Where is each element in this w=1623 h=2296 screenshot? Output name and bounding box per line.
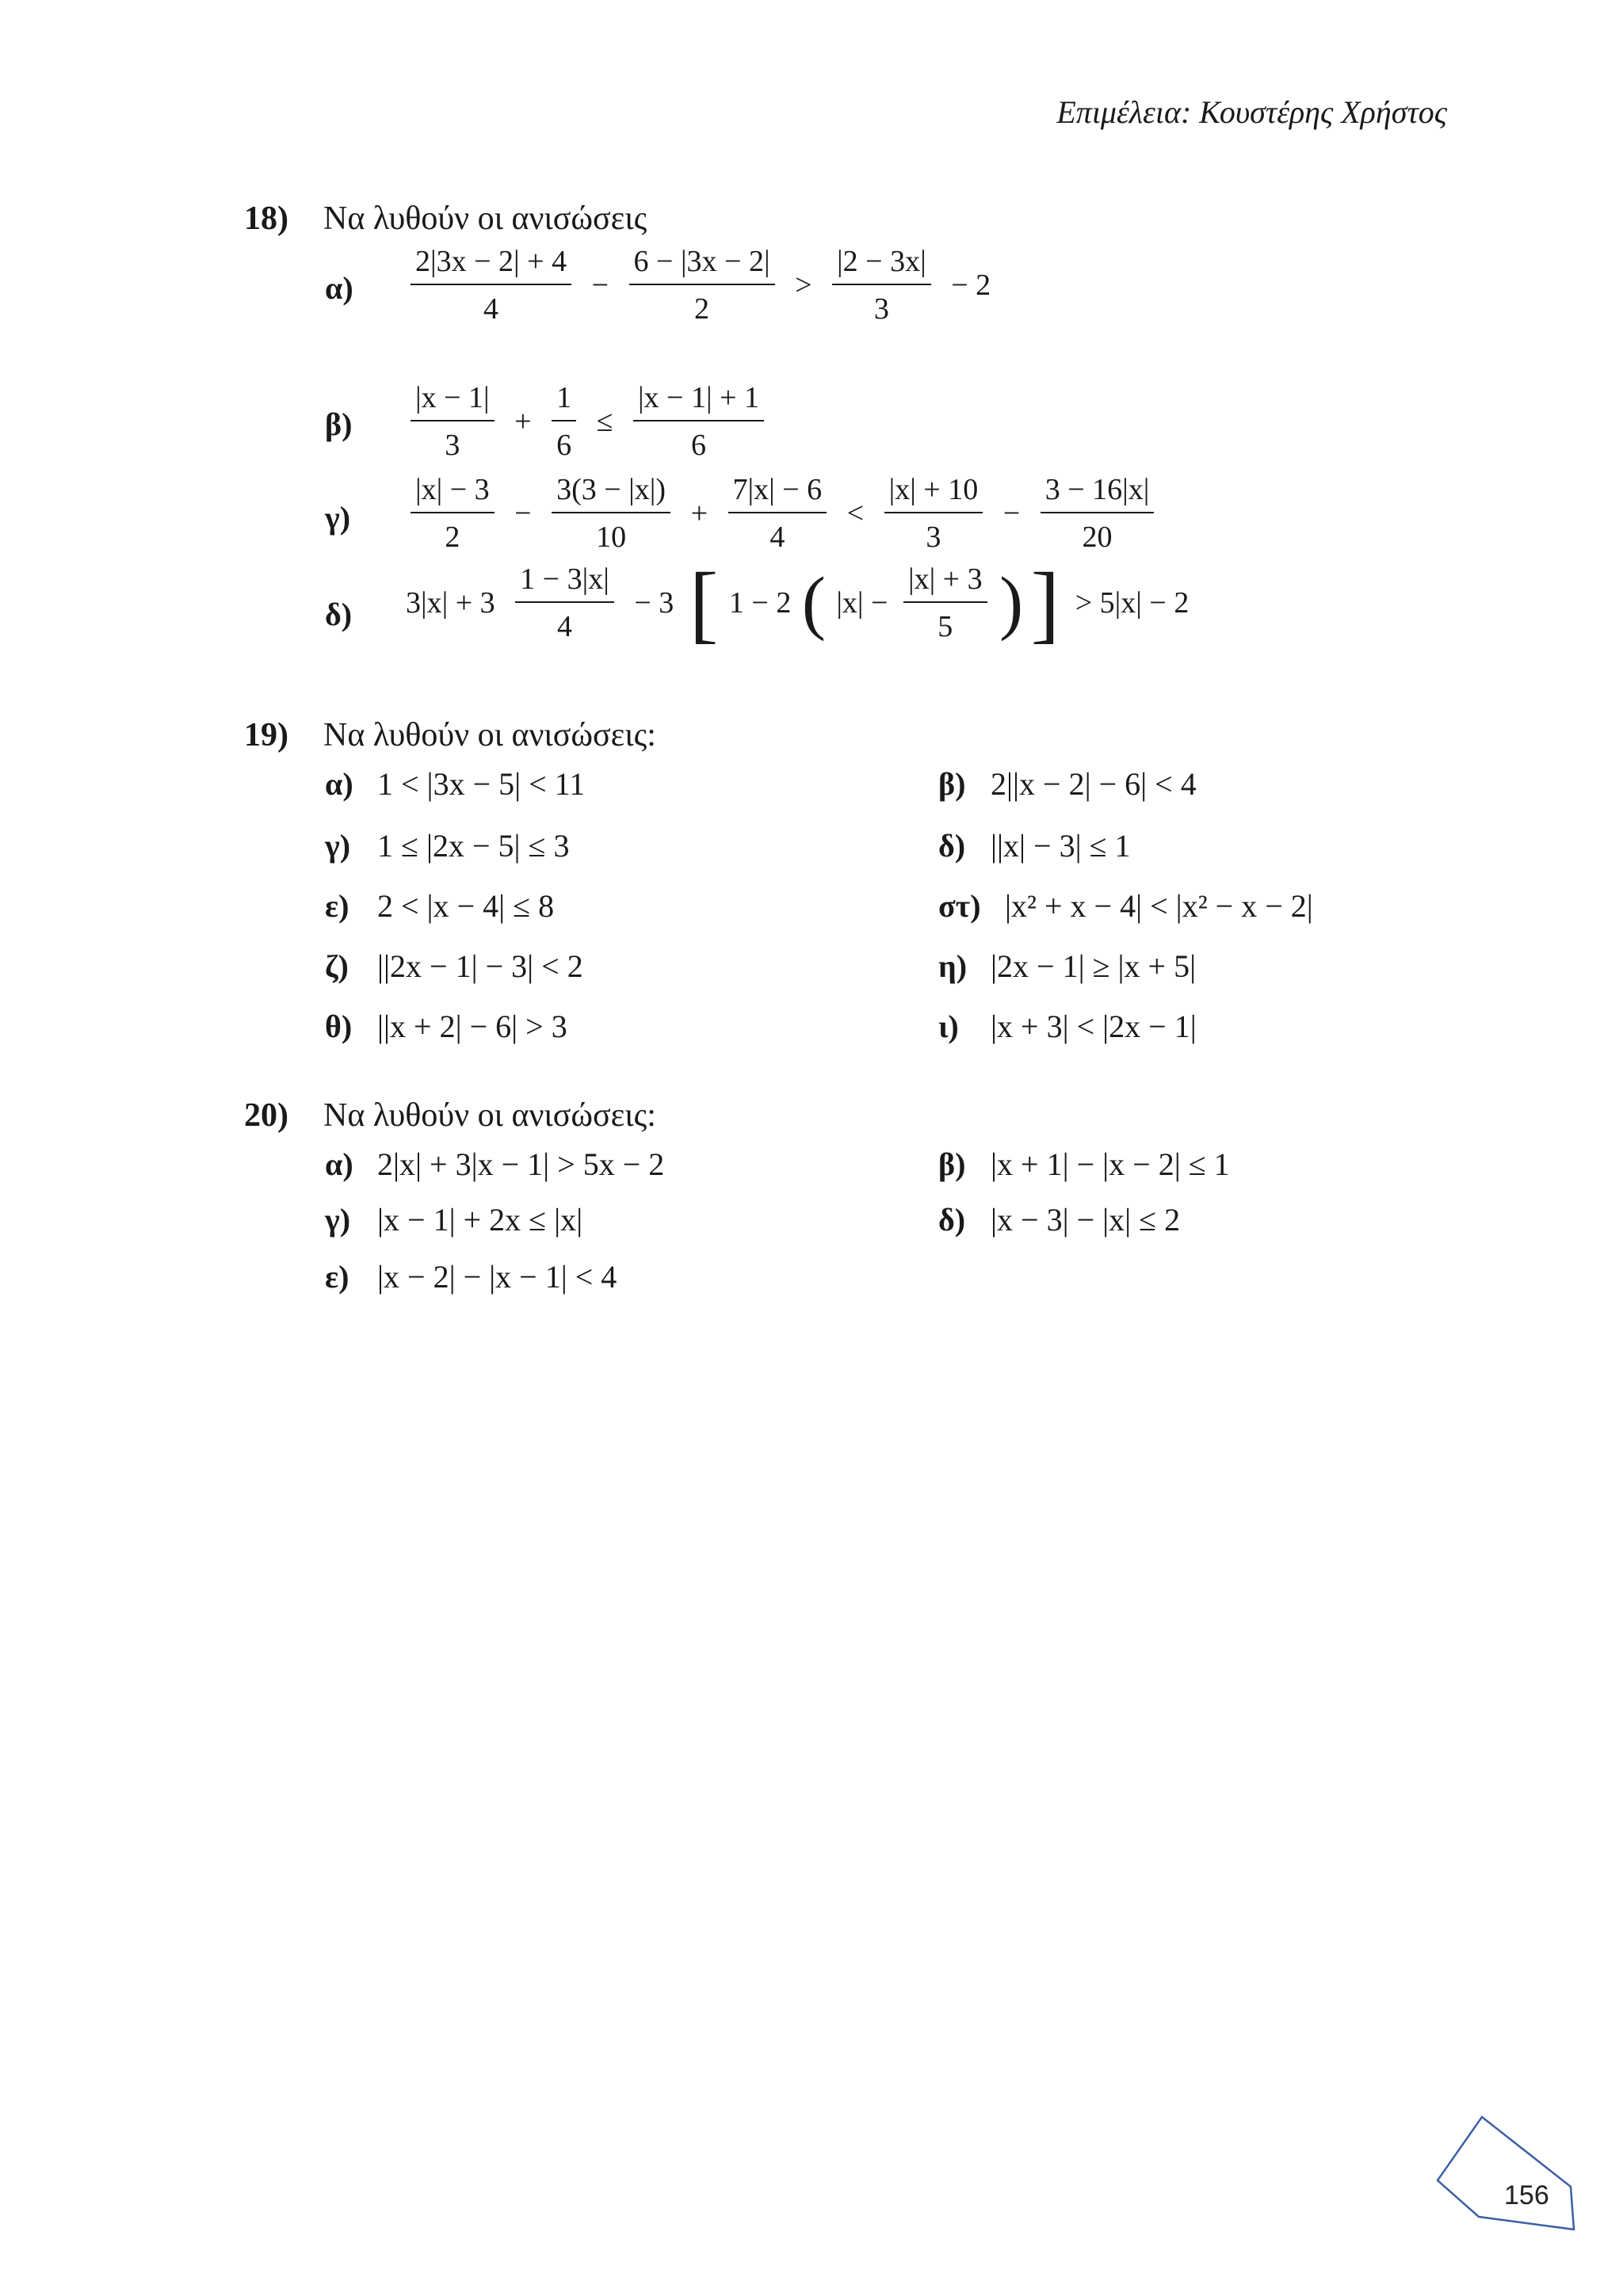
ex20-item-d: δ) |x − 3| − |x| ≤ 2 bbox=[938, 1202, 1181, 1238]
exercise-18-heading bbox=[244, 200, 647, 238]
ex19-item-h: η) |2x − 1| ≥ |x + 5| bbox=[938, 948, 1197, 984]
ex18-c-label: γ) bbox=[325, 500, 351, 536]
ex19-item-e: ε) 2 < |x − 4| ≤ 8 bbox=[325, 888, 555, 924]
ex18-a-label: α) bbox=[325, 270, 353, 306]
exercise-title: Να λυθούν οι ανισώσεις bbox=[323, 200, 647, 237]
right-bracket: ] bbox=[1030, 555, 1060, 651]
fraction: $\frac{|2 - 3x|}{3}$ bbox=[832, 244, 931, 326]
fraction: $\frac{3 - 16|x|}{20}$ bbox=[1041, 472, 1155, 555]
page-number-badge-icon bbox=[1434, 2114, 1585, 2233]
fraction: $\frac{2|3x - 2| + 4}{4}$ bbox=[411, 244, 571, 326]
fraction: $\frac{1 - 3|x|}{4}$ bbox=[515, 562, 614, 644]
fraction: $\frac{1}{6}$ bbox=[552, 380, 576, 463]
exercise-number: 20) bbox=[244, 1097, 288, 1134]
left-bracket: [ bbox=[689, 555, 719, 651]
ex18-d-label: δ) bbox=[325, 597, 353, 632]
fraction: $\frac{7|x| - 6}{4}$ bbox=[728, 472, 827, 555]
ex19-item-th: θ) ||x + 2| − 6| > 3 bbox=[325, 1009, 567, 1044]
fraction: $\frac{|x - 1|}{3}$ bbox=[411, 380, 495, 463]
fraction: $\frac{3(3 - |x|)}{10}$ bbox=[552, 472, 670, 555]
exercise-title: Να λυθούν οι ανισώσεις: bbox=[323, 717, 656, 753]
fraction: $\frac{|x| + 10}{3}$ bbox=[884, 472, 983, 555]
ex18-c-inequality: $\frac{|x| - 3}{2}$ − $\frac{3(3 - |x|)}{10}$ + $\frac{7|x| - 6}{4}$ < $\frac{|x| + 10}{3}$ − $\frac{3 - 16|x|}{20}$ bbox=[406, 472, 1159, 555]
ex19-item-c: γ) 1 ≤ |2x − 5| ≤ 3 bbox=[325, 828, 570, 864]
exercise-number: 18) bbox=[244, 200, 288, 237]
ex19-item-d: δ) ||x| − 3| ≤ 1 bbox=[938, 828, 1131, 864]
ex20-item-c: γ) |x − 1| + 2x ≤ |x| bbox=[325, 1202, 583, 1238]
right-paren: ) bbox=[999, 563, 1024, 642]
ex20-item-b: β) |x + 1| − |x − 2| ≤ 1 bbox=[938, 1146, 1230, 1182]
page-header-author: Επιμέλεια: Κουστέρης Χρήστος bbox=[1056, 94, 1447, 130]
ex18-b-inequality: $\frac{|x - 1|}{3}$ + $\frac{1}{6}$ ≤ $\frac{|x - 1| + 1}{6}$ bbox=[406, 380, 769, 463]
ex19-item-i: ι) |x + 3| < |2x − 1| bbox=[938, 1009, 1197, 1044]
ex18-b-label: β) bbox=[325, 406, 353, 442]
ex18-a-inequality: $\frac{2|3x - 2| + 4}{4}$ − $\frac{6 - |3x - 2|}{2}$ > $\frac{|2 - 3x|}{3}$ − 2 bbox=[406, 244, 999, 326]
ex20-item-a: α) 2|x| + 3|x − 1| > 5x − 2 bbox=[325, 1146, 665, 1182]
exercise-number: 19) bbox=[244, 717, 288, 753]
fraction: $\frac{|x| + 3}{5}$ bbox=[903, 562, 987, 644]
ex19-item-st: στ) |x² + x − 4| < |x² − x − 2| bbox=[938, 888, 1313, 924]
page-number: 156 bbox=[1504, 2180, 1549, 2210]
exercise-20-heading bbox=[244, 1097, 656, 1135]
exercise-19-heading bbox=[244, 716, 656, 754]
ex18-d-inequality: 3|x| + 3 $\frac{1 - 3|x|}{4}$ − 3 [ 1 − 2 ( |x| − $\frac{|x| + 3}{5}$ ) ] > 5|x| − 2 bbox=[406, 555, 1190, 651]
ex19-item-a: α) 1 < |3x − 5| < 11 bbox=[325, 766, 586, 802]
ex19-item-b: β) 2||x − 2| − 6| < 4 bbox=[938, 766, 1197, 802]
ex20-item-e: ε) |x − 2| − |x − 1| < 4 bbox=[325, 1259, 617, 1295]
fraction: $\frac{|x - 1| + 1}{6}$ bbox=[633, 380, 764, 463]
fraction: $\frac{|x| - 3}{2}$ bbox=[411, 472, 495, 555]
fraction: $\frac{6 - |3x - 2|}{2}$ bbox=[629, 244, 775, 326]
ex19-item-z: ζ) ||2x − 1| − 3| < 2 bbox=[325, 948, 583, 984]
exercise-title: Να λυθούν οι ανισώσεις: bbox=[323, 1097, 656, 1134]
left-paren: ( bbox=[801, 563, 826, 642]
